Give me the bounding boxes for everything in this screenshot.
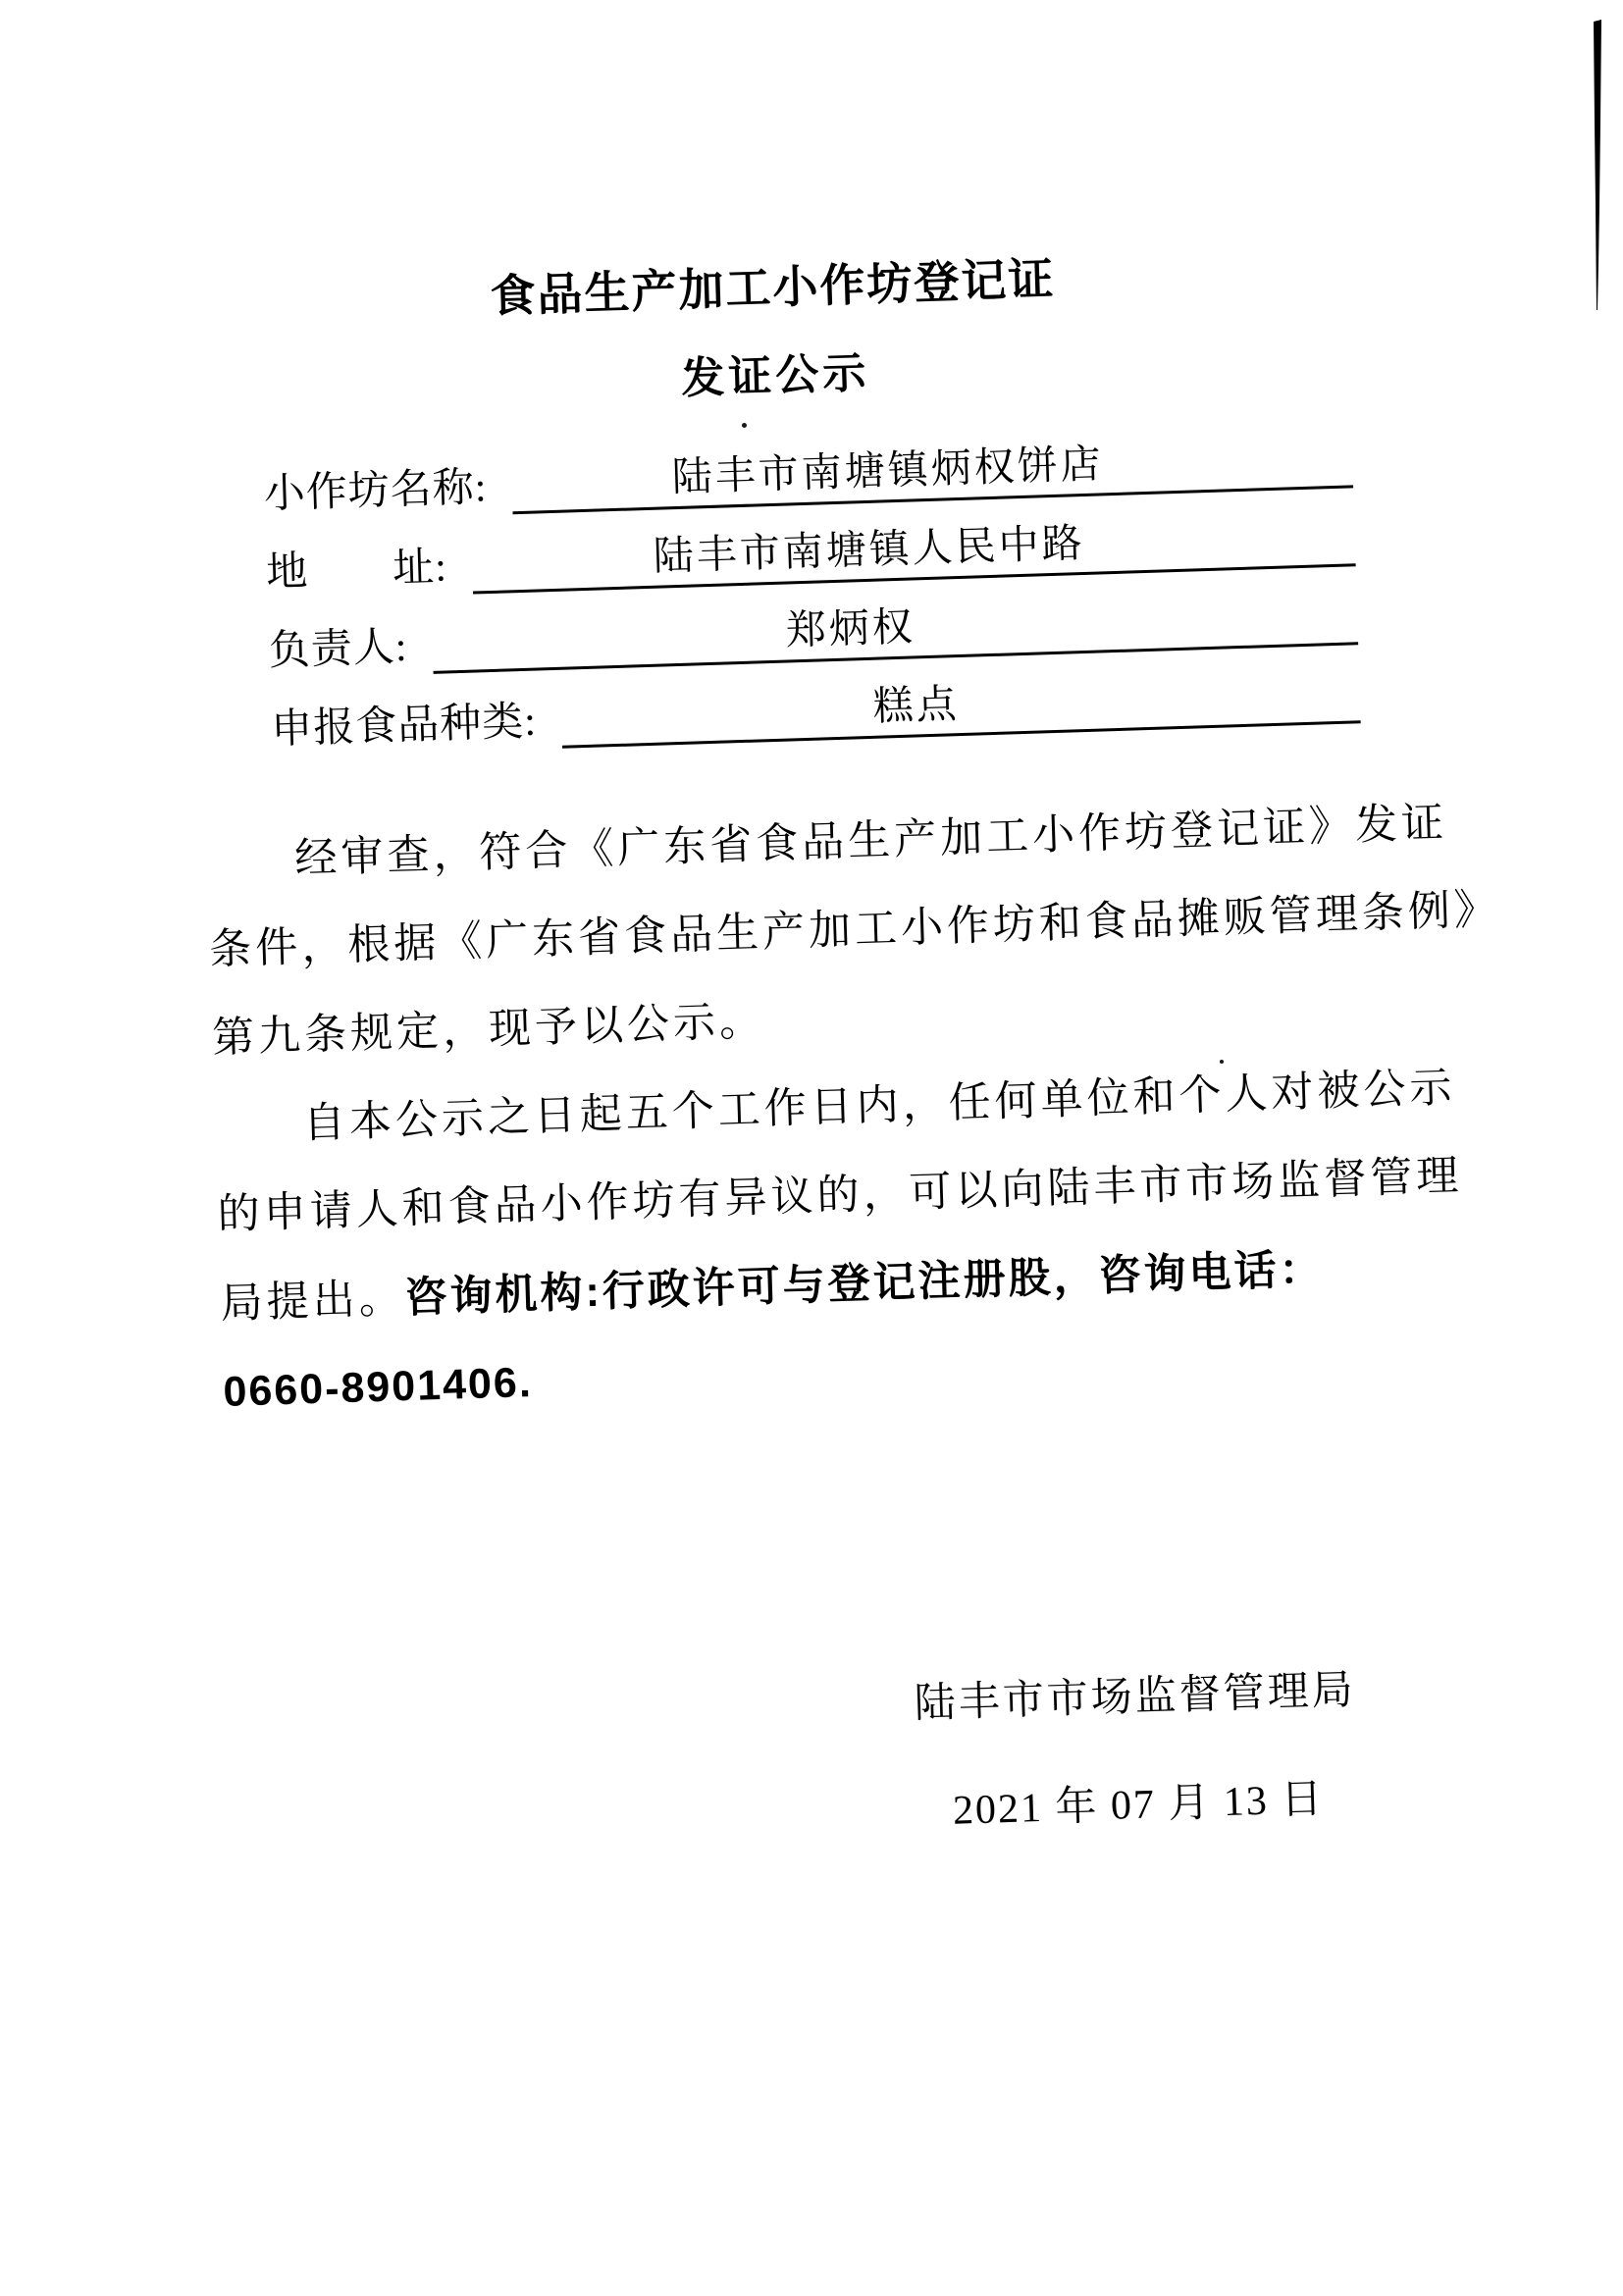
form-fields xyxy=(262,409,1361,757)
paragraph1-line2: 条件，根据《广东省食品生产加工小作坊和食品摊贩管理条例》 xyxy=(208,886,1501,974)
paragraph1-line3: 第九条规定，现予以公示。 xyxy=(211,998,766,1063)
document-subtitle: 发证公示 xyxy=(680,348,870,403)
person-in-charge-label: 负责人: xyxy=(268,624,409,675)
workshop-name-value: 陆丰市南塘镇炳权饼店 xyxy=(671,441,1105,500)
document-title: 食品生产加工小作坊登记证 xyxy=(489,252,1057,322)
food-category-label: 申报食品种类: xyxy=(270,699,538,754)
paragraph2-line2: 的申请人和食品小作坊有异议的，可以向陆丰市市场监督管理 xyxy=(217,1153,1463,1239)
scan-speck xyxy=(1220,1060,1224,1064)
issue-date: 2021 年 07 月 13 日 xyxy=(952,1776,1326,1834)
body-paragraphs xyxy=(205,781,1501,1436)
workshop-name-label: 小作坊名称: xyxy=(263,465,489,518)
paragraph1-line1: 经审查，符合《广东省食品生产加工小作坊登记证》发证 xyxy=(293,800,1448,883)
person-in-charge-value: 郑炳权 xyxy=(785,603,916,653)
consultation-phone-number: 0660-8901406. xyxy=(222,1359,534,1416)
consultation-office-bold-text: 咨询机构:行政许可与登记注册股，咨询电话： xyxy=(403,1245,1326,1323)
issuing-authority: 陆丰市市场监督管理局 xyxy=(914,1667,1357,1727)
paragraph2-line3-normal-text: 局提出。 xyxy=(219,1276,406,1328)
scan-speck xyxy=(742,423,747,428)
paragraph2-line1: 自本公示之日起五个工作日内，任何单位和个人对被公示 xyxy=(302,1065,1457,1148)
scanner-edge-artifact xyxy=(1592,20,1603,310)
food-category-underline xyxy=(560,671,1361,749)
address-value: 陆丰市南塘镇人民中路 xyxy=(653,519,1086,579)
food-category-value: 糕点 xyxy=(871,681,961,729)
signature-block xyxy=(914,1657,1360,1838)
address-label: 地 址: xyxy=(265,545,448,597)
